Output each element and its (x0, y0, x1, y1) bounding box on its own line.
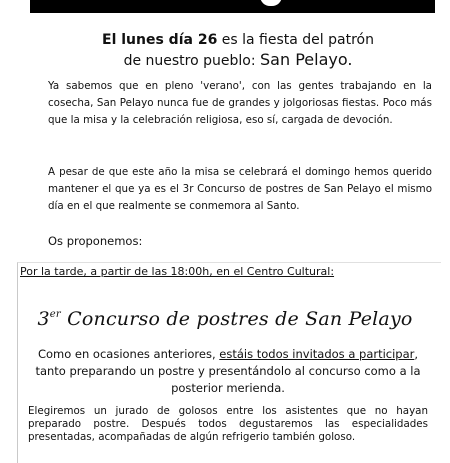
proposal-lead: Os proponemos: (48, 234, 143, 248)
headline-line-2 (48, 50, 428, 71)
headline-day: El lunes día 26 (102, 32, 218, 48)
top-title-bar (30, 0, 435, 13)
announcement-headline (48, 30, 428, 71)
invitation-paragraph (28, 346, 428, 397)
jury-paragraph: Elegiremos un jurado de golosos entre los asistentes que no hayan preparado postre. Después todos degustaremos las especialidades presentadas, acompañadas de algún refrigerio también goloso. (28, 405, 428, 443)
contest-ordinal: er (49, 309, 61, 320)
contest-name: Concurso de postres de San Pelayo (67, 308, 413, 330)
date-change-paragraph: A pesar de que este año la misa se celebrará el domingo hemos querido mantener el que ya es el 3r Concurso de postres de San Pelayo el mismo día en el que realmente se conmemora al Santo. (48, 166, 432, 212)
headline-line-1-rest: es la fiesta del patrón (217, 32, 374, 48)
headline-line-1 (48, 30, 428, 50)
intro-paragraph: Ya sabemos que en pleno 'verano', con las gentes trabajando en la cosecha, San Pelayo nunca fue de grandes y jolgoriosas fiestas. Poco más que la misa y la celebración religiosa, eso sí, cargada de devoción. (48, 80, 432, 126)
saint-name: San Pelayo. (260, 50, 353, 69)
invitation-rest: , tanto preparando un postre y presentándolo al concurso como a la posterior merienda. (35, 347, 421, 395)
headline-line-2-prefix: de nuestro pueblo: (123, 53, 261, 69)
invitation-underlined: estáis todos invitados a participar (219, 347, 415, 361)
title-letter-fragment (260, 0, 282, 6)
contest-title (30, 302, 420, 332)
contest-number: 3 (37, 308, 50, 330)
event-time-place: Por la tarde, a partir de las 18:00h, en el Centro Cultural: (20, 265, 335, 278)
invitation-prefix: Como en ocasiones anteriores, (37, 347, 220, 361)
